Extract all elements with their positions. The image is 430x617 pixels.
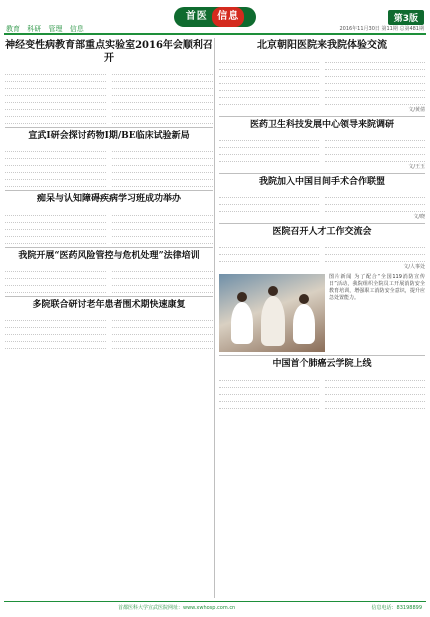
article-body-research-center <box>219 134 425 162</box>
article-body-talent-meeting <box>219 241 425 262</box>
article-title-talent-meeting: 医院召开人才工作交流会 <box>272 227 372 237</box>
article-title-lab-meeting: 神经变性病教育部重点实验室2016年会顺利召开 <box>5 40 213 64</box>
byline-talent: 文/人事处 <box>403 264 425 271</box>
tag-education: 教育 <box>6 25 20 33</box>
page-number-badge: 第3版 <box>388 10 424 25</box>
article-title-day-surgery: 我院加入中国目间手术合作联盟 <box>258 176 385 187</box>
column-divider <box>214 38 215 598</box>
byline-day-surgery: 文/晓 <box>413 214 425 220</box>
byline-chaoyang: 文/黄倩 <box>408 106 425 113</box>
article-title-lung-cancer-academy: 中国首个肺癌云学院上线 <box>272 359 372 370</box>
right-column <box>219 38 425 409</box>
logo-accent: 信息 <box>212 7 244 27</box>
article-body-dementia-course <box>5 209 213 244</box>
left-column <box>5 38 213 349</box>
article-title-perioperative: 多院联合研讨老年患者围术期快速康复 <box>32 299 186 310</box>
fire-safety-training-photo <box>219 274 325 352</box>
photo-caption: 图片新闻 为了配合“全国119消防宣传日”活动，我院组织全院员工开展消防安全教育培训，增强职工消防安全意识，提升应急处置能力。 <box>329 274 425 302</box>
news-photo-block <box>219 274 425 352</box>
masthead <box>0 0 430 34</box>
article-title-clinical-trial: 宣武Ⅰ研会探讨药物Ⅰ期/BE临床试验新局 <box>28 131 190 141</box>
article-body-clinical-trial <box>5 145 213 187</box>
tag-research: 科研 <box>27 25 42 33</box>
article-body-chaoyang-visit <box>219 56 425 105</box>
article-body-legal-training <box>5 265 213 293</box>
byline-research-center: 文/王玉 <box>408 163 425 170</box>
article-body-lab-meeting <box>5 68 213 124</box>
article-body-lung-cancer-academy <box>219 374 425 409</box>
article-title-dementia-course: 痴呆与认知障碍疾病学习班成功举办 <box>36 194 181 205</box>
article-body-day-surgery <box>219 191 425 212</box>
article-title-legal-training: 我院开展“医药风险管控与危机处理”法律培训 <box>18 250 200 261</box>
issue-date: 2016年11月30日 第11期 总第481期 <box>339 26 424 32</box>
article-body-perioperative <box>5 314 213 349</box>
newspaper-logo <box>174 7 256 27</box>
article-title-chaoyang-visit: 北京朝阳医院来我院体验交流 <box>257 40 387 51</box>
tag-info: 信息 <box>69 25 84 33</box>
article-title-research-center: 医药卫生科技发展中心领导来院调研 <box>249 119 394 130</box>
tag-management: 管理 <box>48 25 63 33</box>
header-rule <box>4 33 426 35</box>
footer-rule <box>4 601 426 602</box>
footer-phone: 信息电话：83198899 <box>371 605 422 611</box>
logo-text: 首医 <box>185 11 208 22</box>
footer-website: 首都医科大学宣武医院网址：www.xwhosp.com.cn <box>118 605 236 611</box>
